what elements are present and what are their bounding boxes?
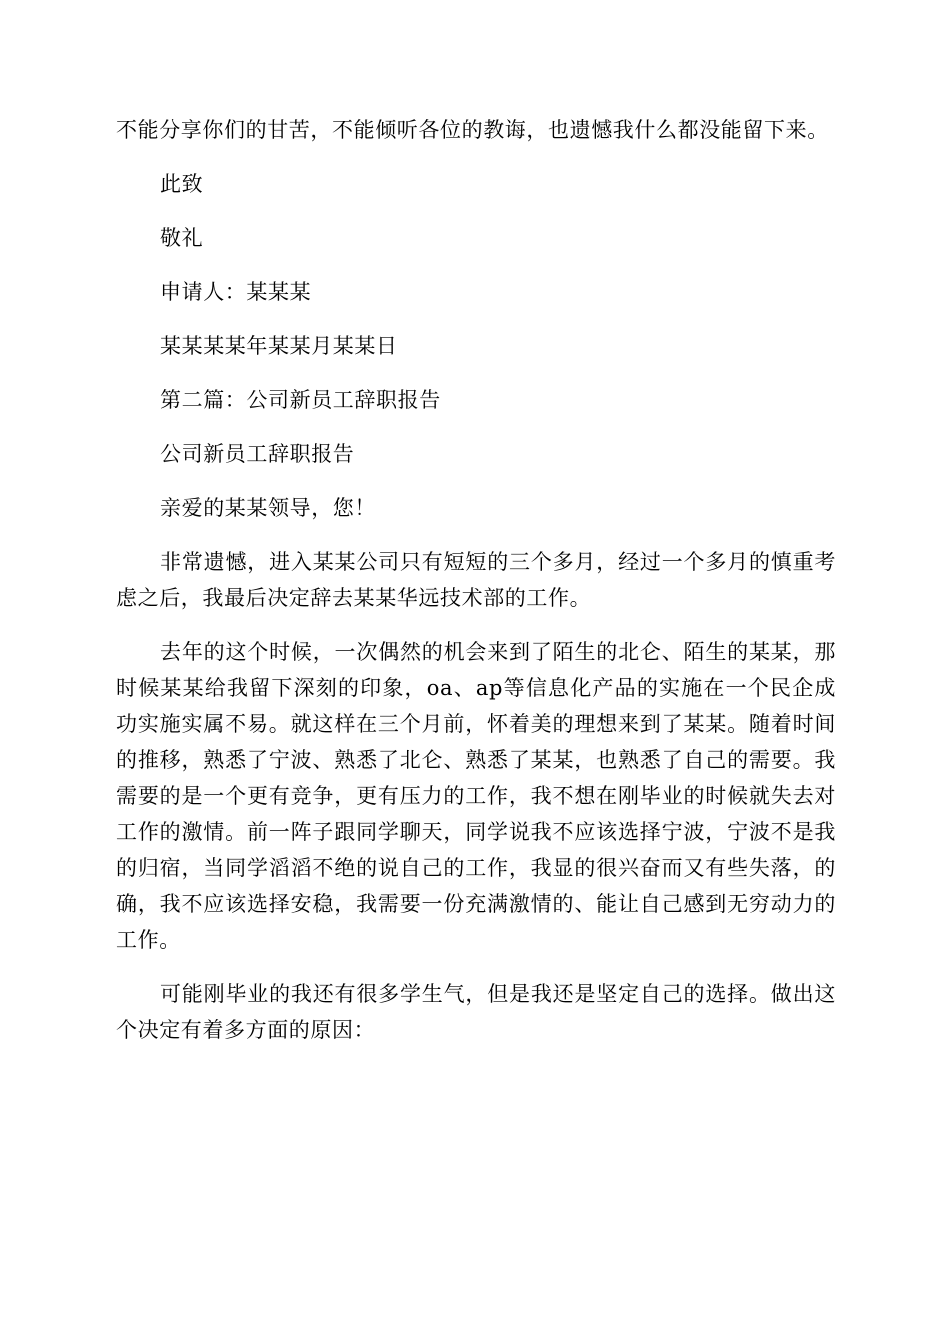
paragraph-reasons-intro: 可能刚毕业的我还有很多学生气，但是我还是坚定自己的选择。做出这个决定有着多方面的原因： [116, 982, 836, 1042]
paragraph-applicant: 申请人：某某某 [160, 280, 312, 304]
paragraph-greeting: 亲爱的某某领导，您！ [160, 496, 376, 520]
section-title: 第二篇：公司新员工辞职报告 [160, 388, 441, 412]
paragraph-background: 去年的这个时候，一次偶然的机会来到了陌生的北仑、陌生的某某，那时候某某给我留下深刻的印象，oa、ap等信息化产品的实施在一个民企成功实施实属不易。就这样在三个月前，怀着美的理想来到了某某。随着时间的推移，熟悉了宁波、熟悉了北仑、熟悉了某某，也熟悉了自己的需要。我需要的是一个更有竞争，更有压力的工作，我不想在刚毕业的时候就失去对工作的激情。前一阵子跟同学聊天，同学说我不应该选择宁波，宁波不是我的归宿，当同学滔滔不绝的说自己的工作，我显的很兴奋而又有些失落，的确，我不应该选择安稳，我需要一份充满激情的、能让自己感到无穷动力的工作。 [116, 640, 836, 952]
document-page [116, 112, 836, 1066]
paragraph-salutation-cizhi: 此致 [160, 172, 204, 196]
paragraph-date: 某某某某年某某月某某日 [160, 334, 398, 358]
paragraph-salutation-jingli: 敬礼 [160, 226, 204, 250]
paragraph-decision: 非常遗憾，进入某某公司只有短短的三个多月，经过一个多月的慎重考虑之后，我最后决定辞去某某华远技术部的工作。 [116, 550, 836, 610]
report-title: 公司新员工辞职报告 [160, 442, 355, 466]
paragraph-closing-regret: 不能分享你们的甘苦，不能倾听各位的教诲，也遗憾我什么都没能留下来。 [116, 118, 829, 142]
